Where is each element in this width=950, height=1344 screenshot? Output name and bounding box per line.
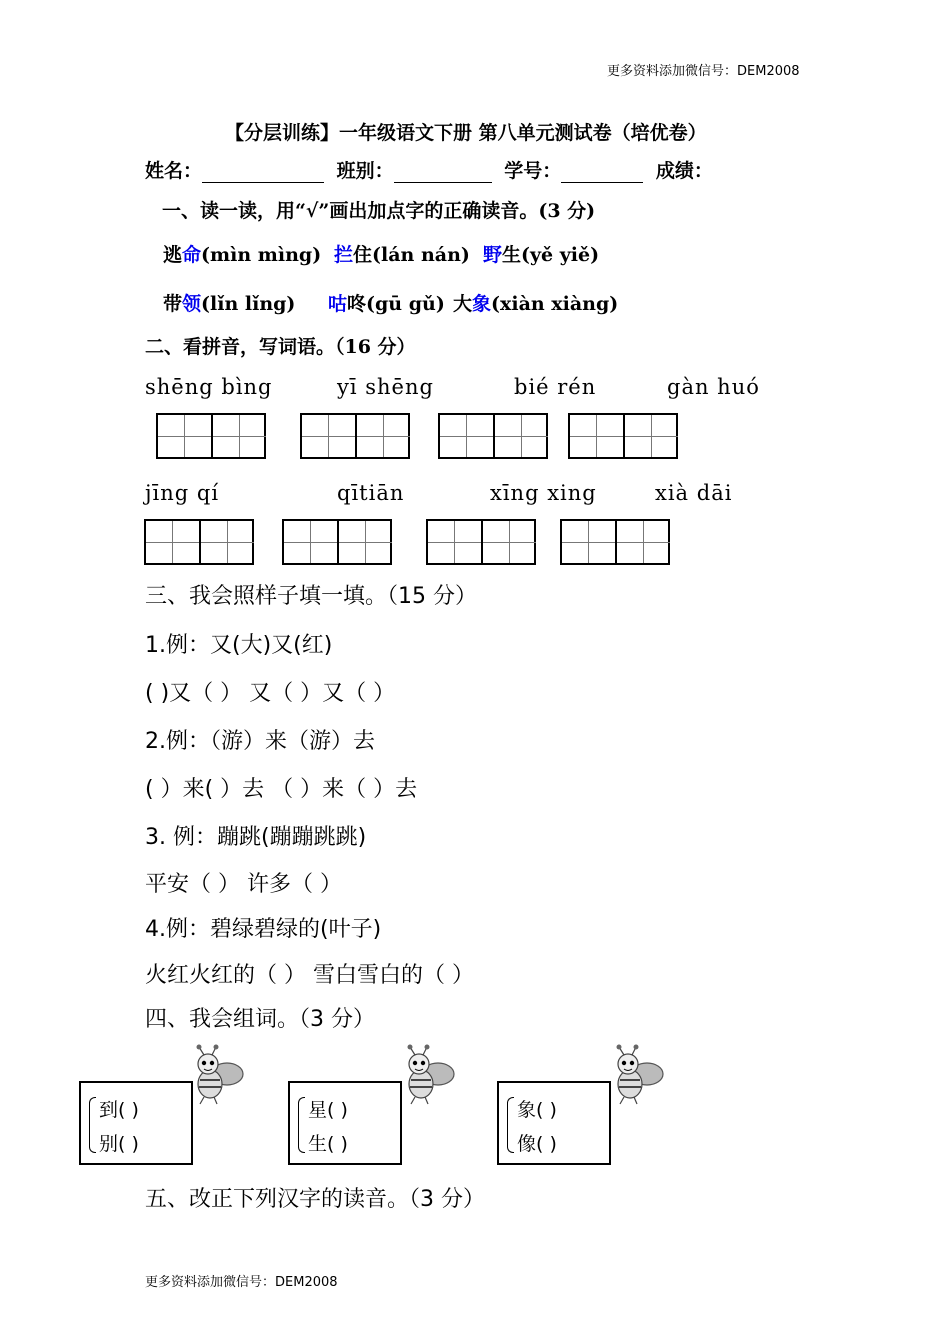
pinyin-label: gàn huó	[667, 375, 760, 399]
page-title: 【分层训练】一年级语文下册 第八单元测试卷（培优卷）	[225, 122, 707, 144]
writing-grid[interactable]	[282, 519, 392, 565]
word-line[interactable]: 生( )	[308, 1133, 348, 1155]
footer-note: 更多资料添加微信号：DEM2008	[145, 1275, 338, 1290]
writing-grid[interactable]	[156, 413, 266, 459]
word-line[interactable]: 到( )	[99, 1099, 139, 1121]
writing-grid[interactable]	[300, 413, 410, 459]
score-label: 成绩：	[655, 160, 713, 182]
name-blank[interactable]	[202, 164, 324, 183]
pinyin-label: jīng qí	[145, 481, 220, 505]
header-note: 更多资料添加微信号：DEM2008	[607, 64, 800, 79]
word-group-box[interactable]	[497, 1081, 611, 1165]
sec1-item-1[interactable]: 逃命(mìn mìng)	[163, 244, 322, 266]
writing-grid[interactable]	[438, 413, 548, 459]
fill-line[interactable]: ( ）来( ）去 （ ）来（ ）去	[145, 777, 418, 802]
pinyin-label: xià dāi	[655, 481, 733, 505]
class-label: 班别：	[336, 160, 394, 182]
pinyin-label: shēng bìng	[145, 375, 273, 399]
sec1-item-4[interactable]: 带领(lǐn lǐng)	[163, 293, 296, 315]
pinyin-label: yī shēng	[337, 375, 434, 399]
example-line: 4.例：碧绿碧绿的(叶子)	[145, 917, 382, 942]
word-line[interactable]: 别( )	[99, 1133, 139, 1155]
pinyin-label: bié rén	[514, 375, 597, 399]
sec1-item-5[interactable]: 咕咚(gū gǔ)	[328, 293, 445, 315]
section4-heading: 四、我会组词。（3 分）	[145, 1007, 375, 1032]
writing-grid[interactable]	[426, 519, 536, 565]
number-blank[interactable]	[561, 164, 643, 183]
word-line[interactable]: 星( )	[308, 1099, 348, 1121]
pinyin-label: xīng xing	[490, 481, 597, 505]
example-line: 2.例：（游）来（游）去	[145, 729, 375, 754]
word-group-box[interactable]	[79, 1081, 193, 1165]
example-line: 1.例：又(大)又(红)	[145, 633, 333, 658]
fill-line[interactable]: ( )又（ ） 又（ ）又（ ）	[145, 681, 396, 706]
pinyin-label: qītiān	[337, 481, 405, 505]
word-group-box[interactable]	[288, 1081, 402, 1165]
section3-heading: 三、我会照样子填一填。（15 分）	[145, 584, 477, 609]
word-line[interactable]: 象( )	[517, 1099, 557, 1121]
sec1-item-3[interactable]: 野生(yě yiě)	[483, 244, 600, 266]
sec1-item-6[interactable]: 大象(xiàn xiàng)	[453, 293, 619, 315]
sec1-item-2[interactable]: 拦住(lán nán)	[334, 244, 470, 266]
writing-grid[interactable]	[144, 519, 254, 565]
class-blank[interactable]	[394, 164, 492, 183]
student-info	[145, 156, 713, 183]
writing-grid[interactable]	[568, 413, 678, 459]
fill-line[interactable]: 平安（ ） 许多（ ）	[145, 872, 342, 897]
number-label: 学号：	[504, 160, 562, 182]
name-label: 姓名：	[145, 160, 203, 182]
section2-heading: 二、看拼音，写词语。（16 分）	[145, 336, 416, 358]
section5-heading: 五、改正下列汉字的读音。（3 分）	[145, 1187, 485, 1212]
fill-line[interactable]: 火红火红的（ ） 雪白雪白的（ ）	[145, 963, 474, 988]
writing-grid[interactable]	[560, 519, 670, 565]
section1-heading: 一、读一读，用“√”画出加点字的正确读音。(3 分)	[162, 200, 596, 222]
word-line[interactable]: 像( )	[517, 1133, 557, 1155]
example-line: 3. 例：蹦跳(蹦蹦跳跳)	[145, 825, 367, 850]
